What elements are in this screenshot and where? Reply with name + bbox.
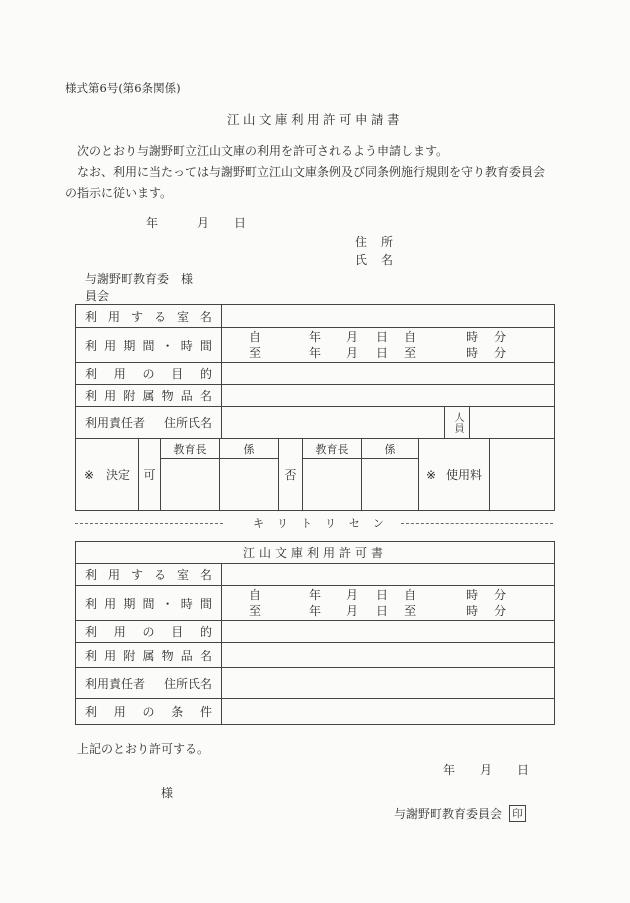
issuer-line <box>394 805 526 822</box>
education-chief-column <box>303 439 361 510</box>
hour-label: 時 <box>466 604 479 618</box>
issue-date-line <box>443 761 529 778</box>
period-from-line <box>222 587 554 603</box>
month-label: 月 <box>197 216 210 230</box>
period-to-line <box>222 345 554 361</box>
day-label: 日 <box>376 604 389 618</box>
intro-line: 次のとおり与謝野町立江山文庫の利用を許可されるよう申請します。 <box>77 144 449 158</box>
table-row <box>76 620 554 642</box>
table-row <box>76 327 554 362</box>
items-field <box>221 385 554 406</box>
intro-line: の指示に従います。 <box>65 186 173 200</box>
month-label: 月 <box>346 346 359 360</box>
minute-label: 分 <box>494 346 507 360</box>
period-field <box>221 328 554 362</box>
personnel-label-cell <box>444 407 469 438</box>
year-label: 年 <box>146 216 159 230</box>
table-row <box>76 585 554 620</box>
to-label: 至 <box>404 346 417 360</box>
month-label: 月 <box>346 588 359 602</box>
purpose-field <box>221 363 554 384</box>
period-to-line <box>222 603 554 619</box>
permit-table <box>75 541 555 725</box>
items-label: 利 用 附 属 物 品 名 <box>85 389 212 403</box>
period-label: 利 用 期 間 ・ 時 間 <box>85 596 212 611</box>
address-label: 住 所 <box>355 235 393 249</box>
year-label: 年 <box>309 330 322 344</box>
personnel-field <box>469 407 554 438</box>
minute-label: 分 <box>494 330 507 344</box>
period-from-line <box>222 329 554 345</box>
name-label: 氏 名 <box>355 253 393 267</box>
month-label: 月 <box>346 604 359 618</box>
responsible-field <box>221 407 444 438</box>
education-chief-column <box>161 439 219 510</box>
seal-mark: 印 <box>509 805 526 822</box>
room-field <box>221 564 554 585</box>
issuer-name: 与謝野町教育委員会 <box>394 807 503 821</box>
decision-row <box>76 438 554 510</box>
purpose-label: 利 用 の 目 的 <box>85 367 212 381</box>
personnel-label: 人員 <box>452 411 463 434</box>
year-label: 年 <box>309 604 322 618</box>
day-label: 日 <box>517 763 530 777</box>
month-label: 月 <box>480 763 493 777</box>
hour-label: 時 <box>466 588 479 602</box>
room-label: 利 用 す る 室 名 <box>85 309 212 324</box>
day-label: 日 <box>376 346 389 360</box>
cut-line <box>75 515 553 531</box>
from-label: 自 <box>404 588 417 602</box>
decision-label: ※ 決定 <box>84 467 130 482</box>
hour-label: 時 <box>466 330 479 344</box>
from-label: 自 <box>249 330 262 344</box>
to-label: 至 <box>249 604 262 618</box>
responsible-label: 利用責任者 住所氏名 <box>85 676 212 691</box>
staff-sign-field <box>220 459 278 510</box>
education-chief-header: 教育長 <box>161 439 219 459</box>
cut-line-label: キリトリセン <box>253 517 397 530</box>
room-field <box>221 305 554 327</box>
day-label: 日 <box>376 330 389 344</box>
room-label: 利 用 す る 室 名 <box>85 568 212 582</box>
table-row <box>76 362 554 384</box>
to-label: 至 <box>249 346 262 360</box>
form-number: 様式第6号(第6条関係) <box>65 81 181 95</box>
staff-column <box>361 439 418 510</box>
from-label: 自 <box>404 330 417 344</box>
minute-label: 分 <box>494 588 507 602</box>
intro-line: なお、利用に当たっては与謝野町立江山文庫条例及び同条例施行規則を守り教育委員会 <box>77 165 546 179</box>
deny-sign-group <box>302 439 418 510</box>
purpose-field <box>221 621 554 642</box>
table-row <box>76 542 554 563</box>
table-row <box>76 563 554 585</box>
addressee: 与謝野町教育委員会 様 <box>85 272 193 303</box>
approve-sign-group <box>160 439 278 510</box>
period-label: 利 用 期 間 ・ 時 間 <box>85 338 212 353</box>
education-chief-sign-field <box>161 459 219 510</box>
table-row <box>76 406 554 438</box>
application-date-line <box>146 214 246 231</box>
document-title: 江山文庫利用許可申請書 <box>226 112 403 127</box>
staff-header: 係 <box>362 439 418 459</box>
items-field <box>221 643 554 667</box>
month-label: 月 <box>346 330 359 344</box>
day-label: 日 <box>234 216 247 230</box>
year-label: 年 <box>443 763 456 777</box>
permit-title: 江山文庫利用許可書 <box>242 546 387 560</box>
responsible-label: 利用責任者 住所氏名 <box>85 416 212 430</box>
from-label: 自 <box>249 588 262 602</box>
staff-column <box>219 439 278 510</box>
day-label: 日 <box>376 588 389 602</box>
approval-note: 上記のとおり許可する。 <box>77 742 210 756</box>
to-label: 至 <box>404 604 417 618</box>
table-row <box>76 667 554 698</box>
responsible-field <box>221 668 554 698</box>
conditions-label: 利 用 の 条 件 <box>85 705 212 719</box>
application-table <box>75 304 555 511</box>
items-label: 利 用 附 属 物 品 名 <box>85 648 212 663</box>
purpose-label: 利 用 の 目 的 <box>85 625 212 639</box>
fee-label: ※ 使用料 <box>418 439 489 510</box>
education-chief-sign-field <box>303 459 361 510</box>
staff-header: 係 <box>220 439 278 459</box>
staff-sign-field <box>362 459 418 510</box>
recipient-honorific: 様 <box>161 786 174 800</box>
table-row <box>76 305 554 327</box>
cut-dash-left <box>75 523 223 524</box>
year-label: 年 <box>309 346 322 360</box>
cut-dash-right <box>401 523 553 524</box>
year-label: 年 <box>309 588 322 602</box>
minute-label: 分 <box>494 604 507 618</box>
period-field <box>221 586 554 620</box>
deny-label: 否 <box>278 439 302 510</box>
table-row <box>76 642 554 667</box>
fee-field <box>489 439 554 510</box>
approve-label: 可 <box>138 439 160 510</box>
intro-paragraph <box>65 141 570 204</box>
hour-label: 時 <box>466 346 479 360</box>
education-chief-header: 教育長 <box>303 439 361 459</box>
table-row <box>76 384 554 406</box>
table-row <box>76 698 554 724</box>
conditions-field <box>221 699 554 724</box>
